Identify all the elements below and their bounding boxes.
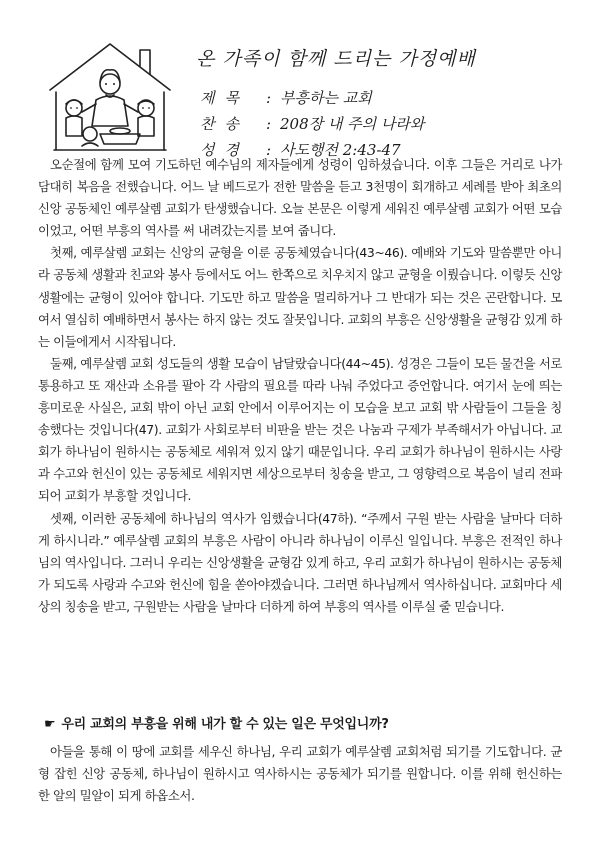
paragraph-intro: 오순절에 함께 모여 기도하던 예수님의 제자들에게 성령이 임하셨습니다. 이후 그들은 거리로 나가 담대히 복음을 전했습니다. 어느 날 베드로가 전한 말씀을 듣고 3천명이 회개하고 세례를 받아 최초의 신앙 공동체인 예루살렘 교회가 탄생했습니다. 오늘 본문은 이렇게 세워진 예루살렘 교회가 어떤 모습이었고, 어떤 부흥의 역사를 써 내려갔는지를 보여 줍니다.	[38, 157, 562, 239]
sermon-body	[38, 154, 562, 618]
info-value: 208장 내 주의 나라와	[280, 115, 425, 133]
question-text: 우리 교회의 부흥을 위해 내가 할 수 있는 일은 무엇입니까?	[61, 717, 389, 732]
prayer-text: 아들을 통해 이 땅에 교회를 세우신 하나님, 우리 교회가 예루살렘 교회처럼 되기를 기도합니다. 균형 잡힌 신앙 공동체, 하나님이 원하시고 역사하시는 공동체가 되기를 원합니다. 이를 위해 헌신하는 한 알의 밀알이 되게 하옵소서.	[38, 744, 562, 804]
worship-info	[200, 85, 560, 163]
info-label: 찬송	[200, 115, 249, 133]
info-row-title: 제목 : 부흥하는 교회	[200, 85, 560, 111]
family-worship-illustration	[46, 38, 174, 154]
paragraph-first: 첫째, 예루살렘 교회는 신앙의 균형을 이룬 공동체였습니다(43~46). 예배와 기도와 말씀뿐만 아니라 공동체 생활과 친교와 봉사 등에서도 어느 한쪽으로 치우치지 않고 균형을 이뤘습니다. 이렇듯 신앙생활에는 균형이 있어야 합니다. 기도만 하고 말씀을 멀리하거나 그 반대가 되는 것은 곤란합니다. 모여서 열심히 예배하면서 봉사는 하지 않는 것도 잘못입니다. 교회의 부흥은 신앙생활을 균형감 있게 하는 이들에게서 시작됩니다.	[38, 245, 562, 349]
paragraph-third: 셋째, 이러한 공동체에 하나님의 역사가 임했습니다(47하). “주께서 구원 받는 사람을 날마다 더하게 하시니라.” 예루살렘 교회의 부흥은 사람이 아니라 하나님이 이루신 일입니다. 부흥은 전적인 하나님의 역사입니다. 그러니 우리는 신앙생활을 균형감 있게 하고, 우리 교회가 하나님이 원하시는 공동체가 되도록 사랑과 수고와 헌신에 힘을 쏟아야겠습니다. 그러면 하나님께서 역사하십니다. 교회마다 세상의 칭송을 받고, 구원받는 사람을 날마다 더하게 하여 부흥의 역사를 이루실 줄 믿습니다.	[38, 510, 562, 614]
reflection-question	[44, 713, 564, 732]
info-label: 제목	[200, 89, 249, 107]
info-value: 사도행전 2:43-47	[280, 141, 401, 159]
pointing-hand-icon: ☛	[44, 717, 56, 732]
info-value: 부흥하는 교회	[280, 89, 372, 107]
info-row-hymn: 찬송 : 208장 내 주의 나라와	[200, 111, 560, 137]
info-row-scripture: 성경 : 사도행전 2:43-47	[200, 137, 560, 163]
closing-prayer	[38, 741, 562, 807]
info-label: 성경	[200, 141, 249, 159]
page-title: 온 가족이 함께 드리는 가정예배	[196, 48, 476, 70]
paragraph-second: 둘째, 예루살렘 교회 성도들의 생활 모습이 남달랐습니다(44~45). 성경은 그들이 모든 물건을 서로 통용하고 또 재산과 소유를 팔아 각 사람의 필요를 따라 나눠 주었다고 증언합니다. 여기서 눈에 띄는 흥미로운 사실은, 교회 밖이 아닌 교회 안에서 이루어지는 이 모습을 보고 교회 밖 사람들이 그들을 칭송했다는 것입니다(47). 교회가 사회로부터 비판을 받는 것은 나눔과 구제가 부족해서가 아닙니다. 교회가 하나님이 원하시는 공동체로 세워져 있지 않기 때문입니다. 우리 교회가 하나님이 원하시는 사랑과 수고와 헌신이 있는 공동체로 세워지면 세상으로부터 칭송을 받고, 그 영향력으로 복음이 널리 전파되어 교회가 부흥할 것입니다.	[38, 355, 562, 504]
